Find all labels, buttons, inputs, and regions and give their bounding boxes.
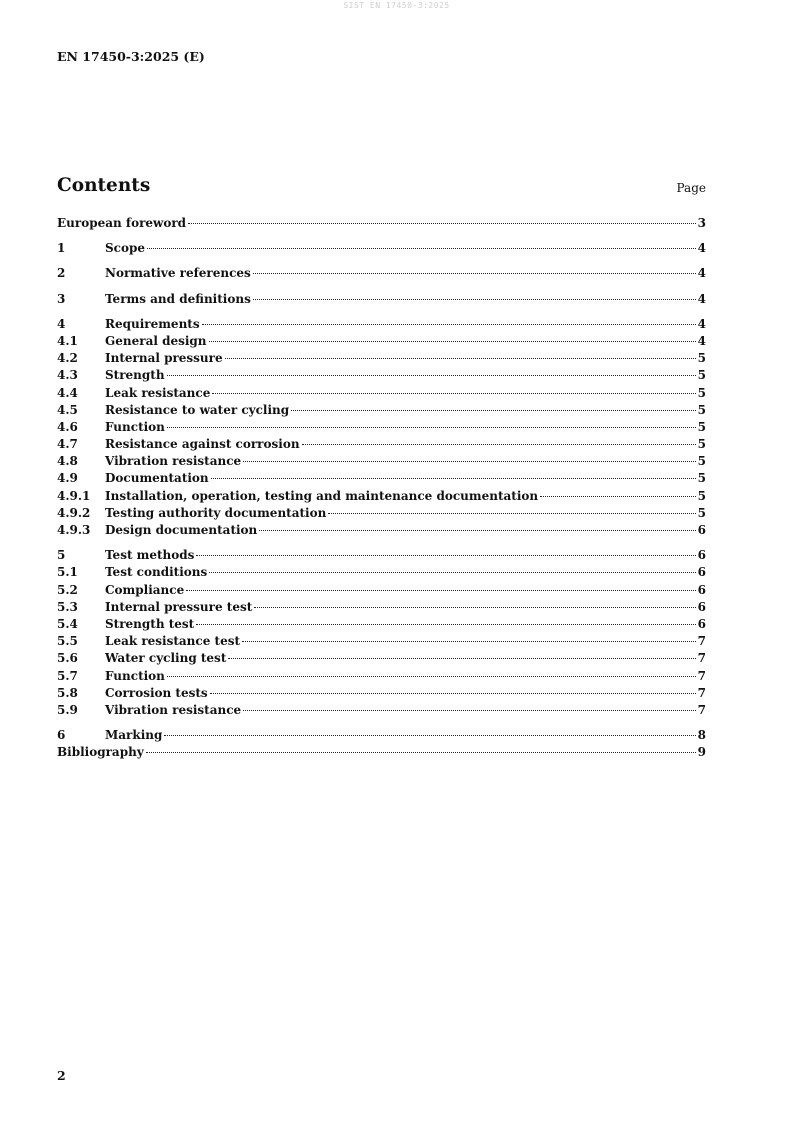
toc-entry-title: Installation, operation, testing and maintenance documentation [105, 488, 539, 503]
toc-entry-page: 7 [697, 702, 706, 717]
toc-entry[interactable] [57, 488, 706, 505]
toc-entry-title: Scope [105, 241, 146, 256]
toc-entry-title: Design documentation [105, 523, 258, 537]
page-number: 2 [57, 1068, 66, 1083]
toc-entry-number: 2 [57, 266, 66, 281]
toc-entry[interactable] [57, 547, 706, 564]
toc-entry-page: 3 [697, 216, 706, 230]
toc-entry[interactable] [57, 744, 706, 761]
toc-entry-page: 5 [697, 385, 706, 400]
toc-entry[interactable] [57, 385, 706, 402]
toc-dot-leader [243, 461, 695, 462]
toc-entry-page: 6 [697, 599, 706, 614]
toc-entry-number: 4.9.1 [57, 488, 91, 503]
toc-entry-number: 4.4 [57, 385, 78, 400]
toc-entry-page: 8 [697, 728, 706, 743]
toc-entry[interactable] [57, 522, 706, 539]
toc-entry[interactable] [57, 316, 706, 333]
toc-entry-number: 6 [57, 728, 66, 743]
toc-entry-page: 4 [697, 316, 706, 331]
toc-entry-number: 5.8 [57, 685, 78, 700]
toc-dot-leader [212, 393, 695, 394]
toc-dot-leader [146, 752, 696, 753]
toc-entry-title: Testing authority documentation [105, 505, 327, 520]
toc-entry[interactable] [57, 291, 706, 308]
toc-entry[interactable] [57, 650, 706, 667]
toc-entry[interactable] [57, 333, 706, 350]
toc-entry-number: 4.3 [57, 368, 78, 383]
toc-entry-page: 5 [697, 488, 706, 503]
toc-dot-leader [210, 693, 696, 694]
toc-entry-page: 6 [697, 523, 706, 537]
toc-entry-page: 6 [697, 616, 706, 631]
toc-entry[interactable] [57, 564, 706, 581]
toc-dot-leader [188, 223, 696, 224]
toc-entry-page: 5 [697, 437, 706, 452]
toc-entry-title: Marking [105, 728, 163, 743]
toc-entry-number: 5.1 [57, 565, 78, 580]
toc-entry-number: 1 [57, 241, 66, 256]
toc-entry-number: 5.2 [57, 582, 78, 597]
toc-entry-page: 5 [697, 402, 706, 417]
toc-entry-title: Documentation [105, 471, 209, 486]
toc-entry-title: European foreword [57, 216, 187, 230]
toc-entry[interactable] [57, 350, 706, 367]
toc-entry-page: 4 [697, 291, 706, 306]
toc-entry-number: 5.4 [57, 616, 78, 631]
toc-dot-leader [302, 444, 696, 445]
toc-entry-title: Strength test [105, 616, 195, 631]
toc-entry-number: 4.6 [57, 419, 78, 434]
toc-dot-leader [209, 572, 695, 573]
toc-entry[interactable] [57, 685, 706, 702]
toc-entry[interactable] [57, 436, 706, 453]
toc-entry-number: 5 [57, 548, 66, 563]
toc-entry-page: 7 [697, 668, 706, 683]
toc-dot-leader [167, 375, 696, 376]
toc-entry-page: 4 [697, 266, 706, 281]
toc-entry-page: 5 [697, 351, 706, 366]
toc-entry-title: Corrosion tests [105, 685, 208, 700]
contents-heading [57, 173, 706, 197]
toc-dot-leader [228, 658, 695, 659]
toc-dot-leader [328, 513, 695, 514]
toc-entry[interactable] [57, 265, 706, 282]
toc-entry-title: Test methods [105, 548, 195, 563]
toc-dot-leader [540, 496, 696, 497]
toc-entry[interactable] [57, 727, 706, 744]
toc-entry-page: 5 [697, 471, 706, 486]
toc-entry-page: 5 [697, 454, 706, 469]
toc-entry-page: 7 [697, 651, 706, 666]
toc-entry-number: 5.5 [57, 634, 78, 649]
toc-entry-title: Water cycling test [105, 651, 227, 666]
toc-entry-number: 4.1 [57, 333, 78, 348]
toc-entry-title: Terms and definitions [105, 291, 251, 306]
toc-entry-title: Leak resistance test [105, 634, 241, 649]
toc-entry-number: 4.9 [57, 471, 78, 486]
toc-entry[interactable] [57, 599, 706, 616]
toc-entry-number: 4.7 [57, 437, 78, 452]
toc-dot-leader [242, 641, 696, 642]
toc-entry[interactable] [57, 582, 706, 599]
toc-dot-leader [167, 427, 696, 428]
watermark-text: SIST EN 17450-3:2025 [343, 1, 450, 10]
toc-entry-number: 5.9 [57, 702, 78, 717]
toc-entry-title: Compliance [105, 582, 185, 597]
toc-entry-title: Vibration resistance [105, 454, 242, 469]
toc-entry[interactable] [57, 668, 706, 685]
toc-entry-page: 6 [697, 582, 706, 597]
toc-entry[interactable] [57, 419, 706, 436]
toc-entry-title: Resistance to water cycling [105, 402, 290, 417]
toc-dot-leader [254, 607, 695, 608]
toc-dot-leader [196, 555, 695, 556]
toc-entry[interactable] [57, 633, 706, 650]
toc-entry-page: 7 [697, 685, 706, 700]
toc-entry[interactable] [57, 215, 706, 232]
toc-entry-title: Internal pressure [105, 351, 223, 366]
toc-entry-page: 5 [697, 505, 706, 520]
page-column-label: Page [676, 181, 706, 195]
toc-entry-number: 3 [57, 291, 66, 306]
toc-dot-leader [253, 299, 696, 300]
toc-dot-leader [225, 358, 696, 359]
toc-entry-page: 5 [697, 368, 706, 383]
table-of-contents [57, 215, 706, 761]
toc-entry[interactable] [57, 453, 706, 470]
toc-entry-page: 9 [697, 745, 706, 760]
toc-entry-number: 5.3 [57, 599, 78, 614]
toc-entry-title: Strength [105, 368, 165, 383]
toc-entry-title: General design [105, 333, 207, 348]
toc-entry-number: 4.8 [57, 454, 78, 469]
toc-entry[interactable] [57, 505, 706, 522]
toc-entry-title: Test conditions [105, 565, 208, 580]
toc-dot-leader [243, 710, 695, 711]
toc-entry-page: 6 [697, 565, 706, 580]
toc-entry[interactable] [57, 470, 706, 487]
toc-entry-title: Bibliography [57, 745, 144, 760]
toc-entry[interactable] [57, 402, 706, 419]
toc-dot-leader [253, 273, 696, 274]
toc-dot-leader [164, 735, 695, 736]
toc-dot-leader [147, 248, 696, 249]
toc-entry-page: 4 [697, 333, 706, 348]
document-identifier: EN 17450-3:2025 (E) [57, 49, 205, 64]
toc-entry-number: 5.7 [57, 668, 78, 683]
toc-dot-leader [186, 590, 695, 591]
toc-entry-page: 6 [697, 548, 706, 563]
toc-entry[interactable] [57, 616, 706, 633]
toc-entry-title: Leak resistance [105, 385, 211, 400]
toc-entry-title: Requirements [105, 316, 200, 331]
toc-dot-leader [196, 624, 695, 625]
toc-entry-number: 4.9.3 [57, 523, 91, 537]
toc-entry[interactable] [57, 367, 706, 384]
toc-entry-page: 5 [697, 419, 706, 434]
toc-entry-page: 4 [697, 241, 706, 256]
toc-entry[interactable] [57, 702, 706, 719]
toc-entry-number: 4.5 [57, 402, 78, 417]
toc-entry-number: 4 [57, 316, 66, 331]
toc-entry-title: Normative references [105, 266, 251, 281]
toc-entry-title: Function [105, 668, 165, 683]
toc-entry-title: Internal pressure test [105, 599, 253, 614]
toc-dot-leader [167, 676, 696, 677]
toc-entry-number: 5.6 [57, 651, 78, 666]
toc-entry-number: 4.2 [57, 351, 78, 366]
toc-entry-title: Resistance against corrosion [105, 437, 300, 452]
toc-entry-page: 7 [697, 634, 706, 649]
toc-dot-leader [211, 478, 696, 479]
toc-dot-leader [259, 530, 695, 531]
toc-dot-leader [291, 410, 695, 411]
toc-entry-title: Function [105, 419, 165, 434]
toc-dot-leader [209, 341, 696, 342]
contents-title: Contents [57, 175, 151, 196]
toc-entry-number: 4.9.2 [57, 505, 91, 520]
toc-entry-title: Vibration resistance [105, 702, 242, 717]
toc-entry[interactable] [57, 240, 706, 257]
toc-dot-leader [202, 324, 696, 325]
